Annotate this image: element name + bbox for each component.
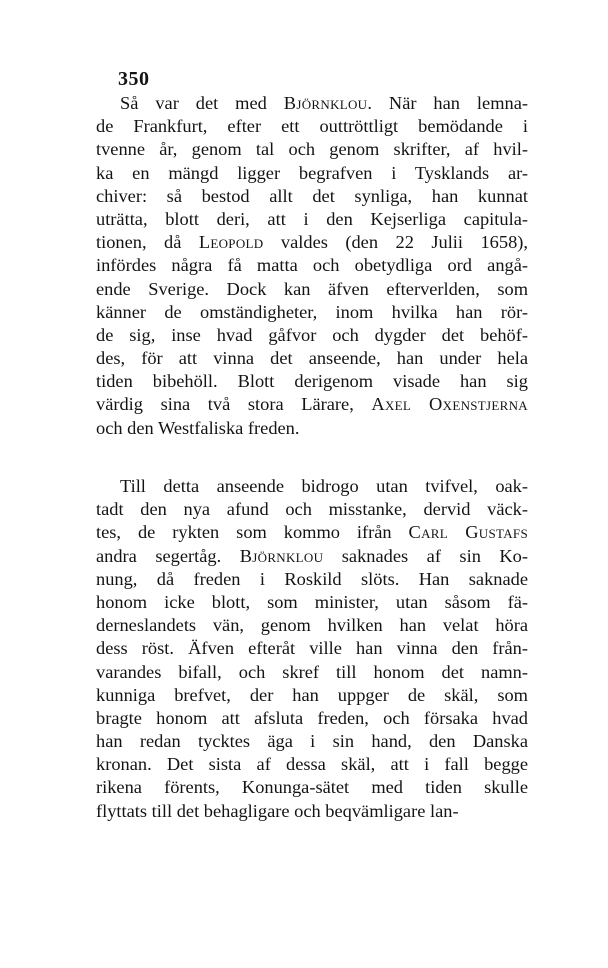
text-line [96, 92, 528, 115]
text-run: . När han lemna- [367, 93, 528, 113]
text-run: tvenne år, genom tal och genom skrifter, af hvil- [96, 139, 528, 160]
text-run: des, för att vinna det anseende, han under hela [96, 348, 528, 369]
text-run: andra segertåg. [96, 545, 240, 566]
text-line [96, 162, 528, 185]
paragraph-1 [96, 92, 528, 440]
text-run: kronan. Det sista af dessa skäl, att i fall begge [96, 754, 528, 775]
small-caps-name: Axel Oxenstjerna [371, 394, 528, 415]
text-run: saknades af sin Ko- [323, 545, 528, 566]
text-run: honom icke blott, som minister, utan såsom fä- [96, 591, 528, 612]
text-run: tes, de rykten som kommo ifrån [96, 522, 409, 543]
text-line [96, 776, 528, 799]
text-run: chiver: så bestod allt det synliga, han kunnat [96, 185, 528, 206]
text-run: infördes några få matta och obetydliga ord angå- [96, 255, 528, 276]
text-line [96, 661, 528, 684]
text-run: tionen, då [96, 232, 199, 253]
text-line [96, 185, 528, 208]
text-line [96, 370, 528, 393]
text-line [96, 254, 528, 277]
text-line [96, 568, 528, 591]
text-line [96, 231, 528, 254]
text-line [96, 301, 528, 324]
small-caps-name: Björnklou [239, 545, 324, 566]
text-run: ende Sverige. Dock kan äfven efterverlden, som [96, 278, 528, 299]
text-run: han redan tycktes äga i sin hand, den Danska [96, 731, 528, 752]
text-run: känner de omständigheter, inom hvilka han rör- [96, 301, 528, 322]
small-caps-name: Carl Gustafs [408, 522, 528, 543]
text-run: tiden bibehöll. Blott derigenom visade han sig [96, 371, 528, 392]
text-run: bragte honom att afsluta freden, och försaka hvad [96, 707, 528, 728]
text-line [96, 521, 528, 544]
text-run: nung, då freden i Roskild slöts. Han saknade [96, 568, 528, 589]
text-run: och den Westfaliska freden. [96, 417, 300, 438]
text-run: dess röst. Äfven efteråt ville han vinna den från- [96, 638, 528, 659]
text-line [96, 347, 528, 370]
text-run: varandes bifall, och skref till honom det namn- [96, 661, 528, 682]
text-line [96, 753, 528, 776]
text-run: flyttats till det behagligare och beqvämligare lan- [96, 800, 459, 821]
text-run: valdes (den 22 Julii 1658), [263, 232, 528, 253]
text-line [96, 393, 528, 416]
text-run: de sig, inse hvad gåfvor och dygder det behöf- [96, 324, 528, 345]
text-run: värdig sina två stora Lärare, [96, 394, 372, 415]
text-line [96, 475, 528, 498]
paragraph-2 [96, 475, 528, 823]
text-line [96, 278, 528, 301]
text-line [96, 208, 528, 231]
text-run: derneslandets vän, genom hvilken han velat höra [96, 615, 528, 636]
text-line [96, 115, 528, 138]
text-line [96, 614, 528, 637]
text-line [96, 707, 528, 730]
small-caps-name: Björnklou [283, 93, 368, 113]
text-run: Så var det med [120, 93, 284, 113]
text-run: ka en mängd ligger begrafven i Tysklands ar- [96, 162, 528, 183]
text-run: kunniga brefvet, der han uppger de skäl, som [96, 684, 528, 705]
text-line [96, 730, 528, 753]
text-line [96, 324, 528, 347]
small-caps-name: Leopold [198, 232, 264, 253]
text-line [96, 684, 528, 707]
text-line [96, 591, 528, 614]
text-run: rikena förents, Konunga-sätet med tiden skulle [96, 777, 528, 798]
text-line [96, 138, 528, 161]
text-run: de Frankfurt, efter ett outtröttligt bemödande i [96, 116, 528, 137]
text-line [96, 637, 528, 660]
text-run: Till detta anseende bidrogo utan tvifvel, oak- [120, 476, 528, 496]
page-number: 350 [118, 68, 150, 90]
text-run: tadt den nya afund och misstanke, dervid väck- [96, 499, 528, 520]
text-line [96, 417, 528, 440]
text-run: uträtta, blott deri, att i den Kejserliga capitula- [96, 208, 528, 229]
text-line [96, 545, 528, 568]
text-line [96, 800, 528, 823]
text-line [96, 498, 528, 521]
